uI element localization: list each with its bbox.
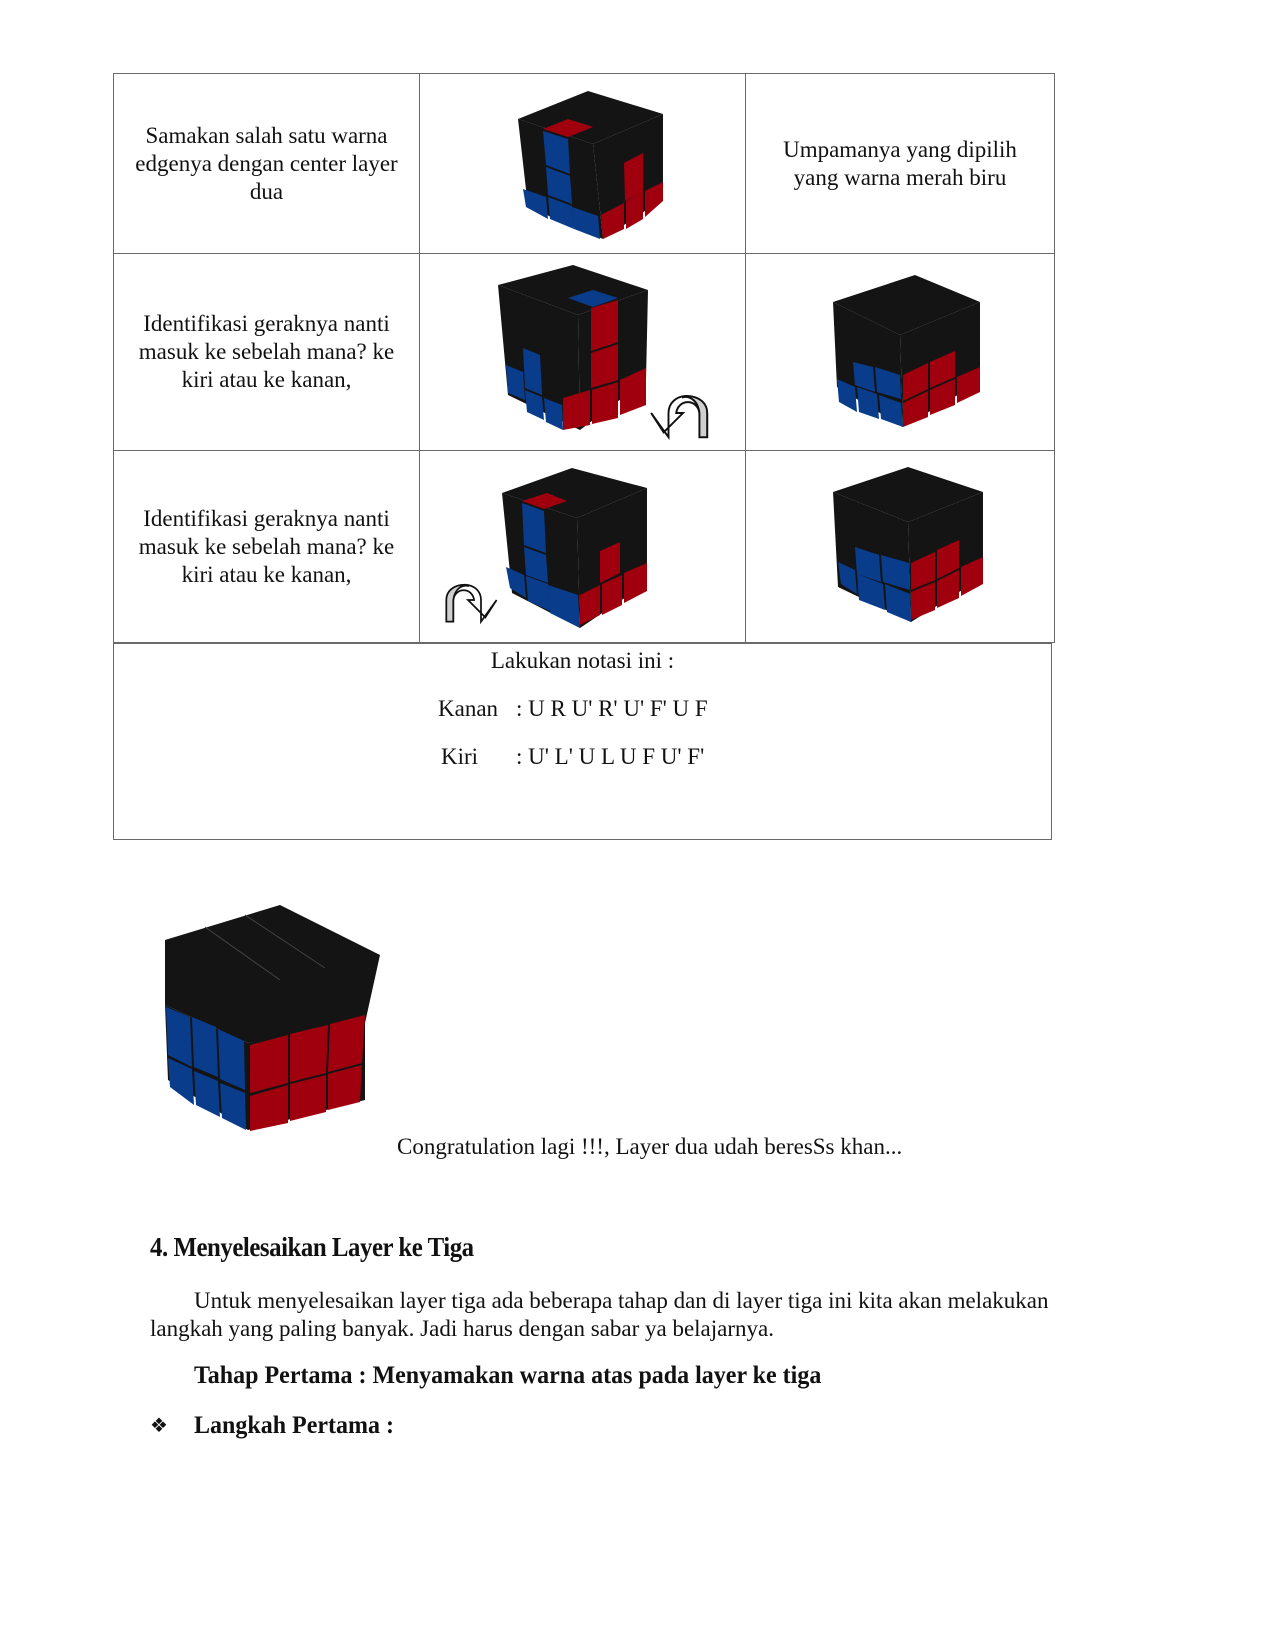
instruction-text: Identifikasi geraknya nanti masuk ke sebelah mana? ke kiri atau ke kanan, bbox=[138, 505, 395, 587]
instruction-text: Identifikasi geraknya nanti masuk ke sebelah mana? ke kiri atau ke kanan, bbox=[138, 311, 395, 392]
notation-left bbox=[441, 744, 704, 770]
table-row bbox=[114, 451, 1055, 643]
bullet-icon: ❖ bbox=[150, 1415, 168, 1437]
rubik-cube-image bbox=[160, 905, 390, 1135]
step-title: Langkah Pertama : bbox=[194, 1412, 394, 1439]
notation-right-moves: : U R U' R' U' F' U F bbox=[516, 696, 708, 721]
section-heading: 4. Menyelesaikan Layer ke Tiga bbox=[150, 1232, 474, 1262]
note-text: Umpamanya yang dipilih yang warna merah biru bbox=[783, 136, 1017, 190]
notation-left-label: Kiri bbox=[441, 744, 479, 769]
rubik-cube-image bbox=[813, 462, 988, 627]
rubik-cube-image bbox=[815, 267, 985, 432]
table-row bbox=[114, 74, 1055, 254]
rubik-cube-image bbox=[492, 463, 662, 633]
notation-right bbox=[438, 696, 708, 722]
congrats-text: Congratulation lagi !!!, Layer dua udah beresSs khan... bbox=[397, 1134, 903, 1159]
stage-title: Tahap Pertama : Menyamakan warna atas pada layer ke tiga bbox=[194, 1362, 822, 1389]
steps-table bbox=[113, 73, 1055, 643]
rotate-arrow-icon bbox=[432, 574, 504, 626]
notation-title: Lakukan notasi ini : bbox=[490, 648, 675, 673]
instruction-text: Samakan salah satu warna edgenya dengan center layer dua bbox=[135, 122, 398, 204]
section-paragraph-line2: langkah yang paling banyak. Jadi harus dengan sabar ya belajarnya. bbox=[150, 1316, 774, 1341]
table-row bbox=[114, 254, 1055, 451]
notation-box bbox=[113, 643, 1052, 840]
notation-right-label: Kanan bbox=[438, 696, 499, 721]
rubik-cube-image bbox=[488, 79, 678, 244]
section-paragraph-line1: Untuk menyelesaikan layer tiga ada beberapa tahap dan di layer tiga ini kita akan melakukan bbox=[194, 1288, 1049, 1313]
notation-left-moves: : U' L' U L U F U' F' bbox=[516, 744, 705, 769]
rotate-arrow-icon bbox=[649, 384, 717, 442]
